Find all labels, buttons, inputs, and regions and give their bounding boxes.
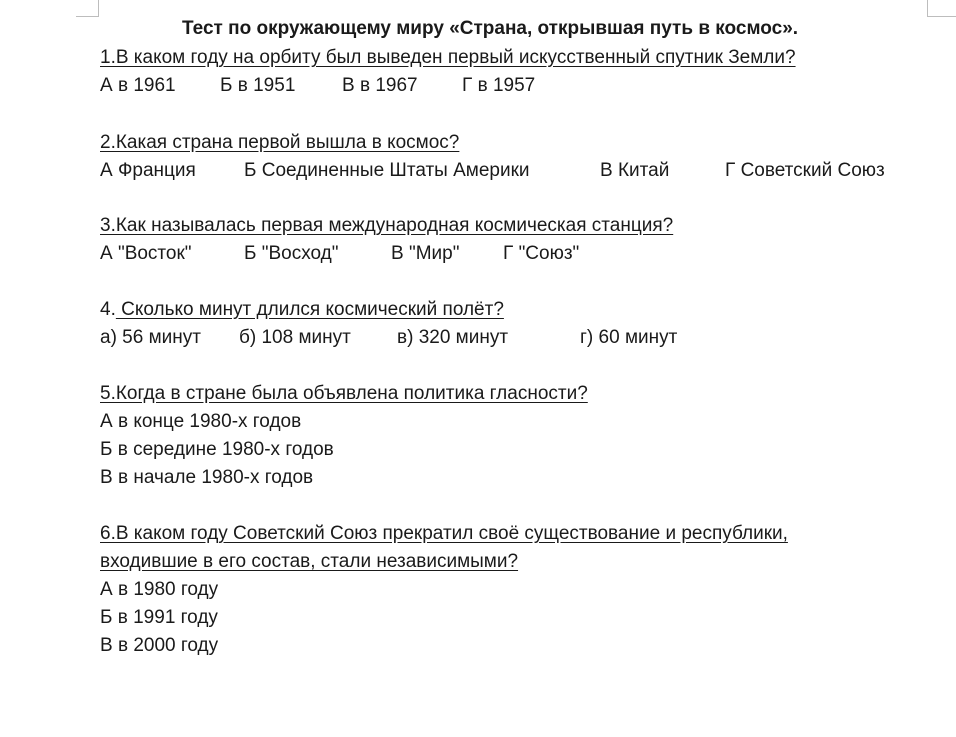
q3-option-a: А "Восток" [100, 243, 192, 264]
q2-option-c: В Китай [600, 160, 670, 181]
q4-option-c: в) 320 минут [397, 327, 509, 348]
question-2: 2.Какая страна первой вышла в космос? [100, 132, 460, 153]
q1-option-d: Г в 1957 [462, 75, 536, 96]
q2-option-d: Г Советский Союз [725, 160, 885, 181]
q6-option-c: В в 2000 году [100, 635, 219, 656]
q1-option-c: В в 1967 [342, 75, 418, 96]
page-corner-mark-left [76, 0, 99, 17]
q3-option-c: В "Мир" [391, 243, 460, 264]
question-4-text: Сколько минут длился космический полёт? [115, 299, 504, 320]
q1-option-a: А в 1961 [100, 75, 176, 96]
question-5: 5.Когда в стране была объявлена политика гласности? [100, 383, 588, 404]
q6-option-a: А в 1980 году [100, 579, 219, 600]
question-4-number: 4. [100, 299, 116, 320]
q3-option-d: Г "Союз" [503, 243, 580, 264]
q2-option-b: Б Соединенные Штаты Америки [244, 160, 530, 181]
q4-option-d: г) 60 минут [580, 327, 678, 348]
q3-option-b: Б "Восход" [244, 243, 339, 264]
document-title: Тест по окружающему миру «Страна, открывшая путь в космос». [182, 18, 799, 39]
q5-option-c: В в начале 1980-х годов [100, 467, 314, 488]
q5-option-b: Б в середине 1980-х годов [100, 439, 334, 460]
q4-option-b: б) 108 минут [239, 327, 351, 348]
question-1: 1.В каком году на орбиту был выведен первый искусственный спутник Земли? [100, 47, 796, 68]
q1-option-b: Б в 1951 [220, 75, 296, 96]
page-corner-mark-right [927, 0, 956, 17]
question-3: 3.Как называлась первая международная космическая станция? [100, 215, 674, 236]
q2-option-a: А Франция [100, 160, 196, 181]
q5-option-a: А в конце 1980-х годов [100, 411, 302, 432]
question-6-line-2: входившие в его состав, стали независимыми? [100, 551, 519, 572]
question-4 [100, 299, 504, 321]
q6-option-b: Б в 1991 году [100, 607, 218, 628]
question-6-line-1: 6.В каком году Советский Союз прекратил своё существование и республики, [100, 523, 788, 544]
q4-option-a: а) 56 минут [100, 327, 201, 348]
